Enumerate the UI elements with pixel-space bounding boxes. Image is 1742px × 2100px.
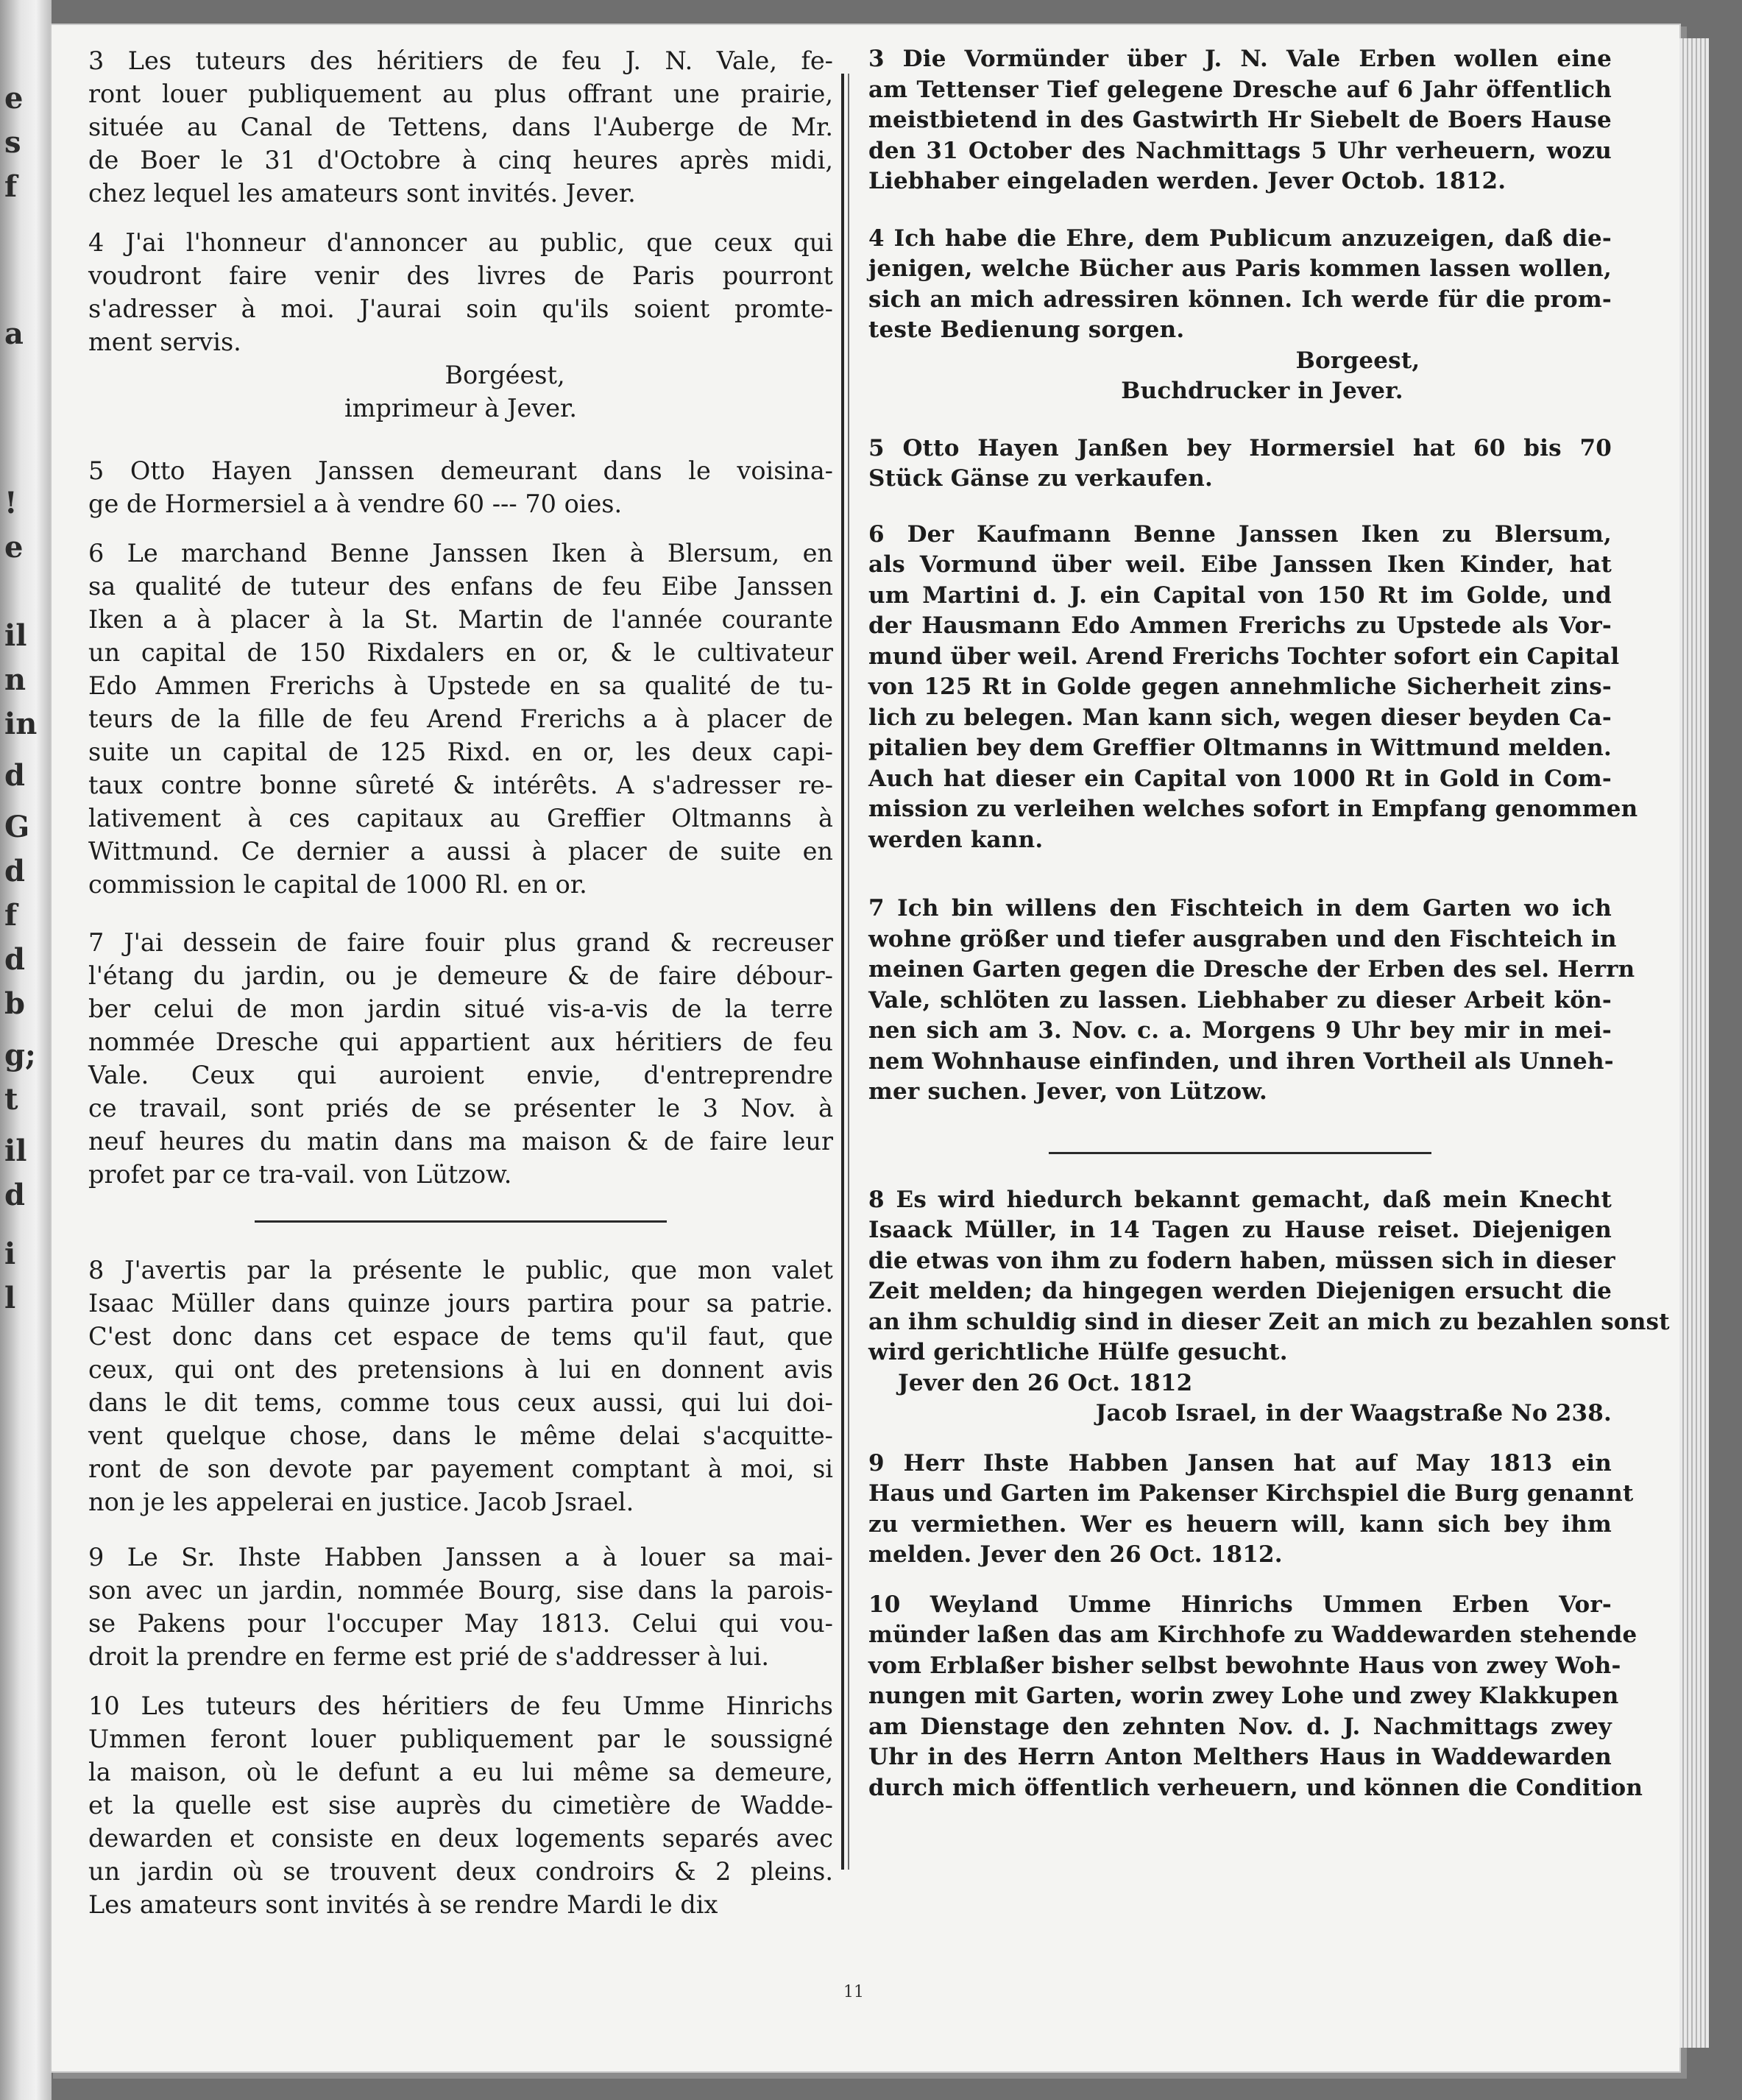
adjacent-page-fragment: i: [4, 1237, 16, 1271]
text-line: taux contre bonne sûreté & intérêts. A s'adresser re-: [88, 771, 833, 799]
text-line: pitalien bey dem Greffier Oltmanns in Wittmund melden.: [868, 735, 1612, 761]
text-line: sa qualité de tuteur des enfans de feu Eibe Janssen: [88, 572, 833, 601]
text-line: dewarden et consiste en deux logements separés avec: [88, 1824, 833, 1853]
text-line: sich an mich adressiren können. Ich werde für die prom-: [868, 286, 1612, 313]
text-line: mer suchen. Jever, von Lützow.: [868, 1078, 1268, 1105]
adjacent-page-fragment: d: [4, 854, 25, 888]
text-line: son avec un jardin, nommée Bourg, sise dans la parois-: [88, 1576, 833, 1605]
adjacent-page-fragment: il: [4, 618, 27, 653]
text-line: als Vormund über weil. Eibe Janssen Iken Kinder, hat: [868, 551, 1612, 578]
text-line: teurs de la fille de feu Arend Frerichs a à placer de: [88, 704, 833, 733]
text-line: 10 Weyland Umme Hinrichs Ummen Erben Vor-: [868, 1591, 1612, 1618]
german-column: [868, 44, 1670, 1820]
text-line: lich zu belegen. Man kann sich, wegen dieser beyden Ca-: [868, 704, 1612, 731]
text-line: münder laßen das am Kirchhofe zu Waddewarden stehende: [868, 1622, 1637, 1648]
text-line: 10 Les tuteurs des héritiers de feu Umme Hinrichs: [88, 1691, 833, 1720]
text-line: 7 Ich bin willens den Fischteich in dem Garten wo ich: [868, 895, 1612, 922]
text-line: commission le capital de 1000 Rl. en or.: [88, 870, 587, 899]
adjacent-page-fragment: d: [4, 758, 25, 793]
text-line: meinen Garten gegen die Dresche der Erben des sel. Herrn: [868, 956, 1635, 983]
notice-fr-5: [88, 454, 833, 520]
text-line: vent quelque chose, dans le même delai s'acquitte-: [88, 1421, 833, 1450]
text-line: Isaac Müller dans quinze jours partira pour sa patrie.: [88, 1289, 833, 1318]
text-line: profet par ce tra-vail. von Lützow.: [88, 1160, 512, 1189]
notice-de-7: [868, 894, 1635, 1108]
text-line: située au Canal de Tettens, dans l'Auberge de Mr.: [88, 113, 833, 141]
notice-de-10: [868, 1590, 1643, 1804]
notice-de-5: [868, 434, 1612, 495]
text-line: 9 Le Sr. Ihste Habben Janssen a à louer sa mai-: [88, 1543, 833, 1572]
notice-de-8: [868, 1185, 1670, 1429]
adjacent-page-fragment: n: [4, 662, 26, 697]
adjacent-page-fragment: in: [4, 707, 38, 741]
text-line: werden kann.: [868, 826, 1044, 853]
text-line: nem Wohnhause einfinden, und ihren Vortheil als Unneh-: [868, 1047, 1614, 1075]
text-line: nen sich am 3. Nov. c. a. Morgens 9 Uhr bey mir in mei-: [868, 1017, 1612, 1044]
text-line: 3 Die Vormünder über J. N. Vale Erben wollen eine: [868, 46, 1612, 72]
adjacent-page-fragment: f: [4, 169, 18, 204]
column-divider-rule: [841, 74, 844, 1870]
text-line: 6 Der Kaufmann Benne Janssen Iken zu Blersum,: [868, 520, 1612, 548]
text-line: mund über weil. Arend Frerichs Tochter sofort ein Capital: [868, 643, 1620, 670]
text-line: Vale, schlöten zu lassen. Liebhaber zu dieser Arbeit kön-: [868, 986, 1612, 1014]
notice-de-4: [868, 224, 1612, 407]
text-line: Uhr in des Herrn Anton Melthers Haus in Waddewarden: [868, 1744, 1612, 1770]
adjacent-page-edge: [0, 0, 52, 2100]
text-line: et la quelle est sise auprès du cimetière de Wadde-: [88, 1791, 833, 1820]
signature-borgeest: Borgéest,: [445, 361, 565, 389]
text-line: Liebhaber eingeladen werden. Jever Octob. 1812.: [868, 168, 1506, 194]
text-line: un capital de 150 Rixdalers en or, & le cultivateur: [88, 638, 833, 667]
text-line: 6 Le marchand Benne Janssen Iken à Blersum, en: [88, 539, 833, 568]
text-line: Iken a à placer à la St. Martin de l'année courante: [88, 605, 833, 634]
text-line: de Boer le 31 d'Octobre à cinq heures après midi,: [88, 146, 833, 174]
text-line: dans le dit tems, comme tous ceux aussi, qui lui doi-: [88, 1388, 833, 1417]
text-line: 7 J'ai dessein de faire fouir plus grand & recreuser: [88, 928, 833, 957]
adjacent-page-fragment: b: [4, 986, 25, 1021]
text-line: ront de son devote par payement comptant à moi, si: [88, 1454, 833, 1483]
text-line: Auch hat dieser ein Capital von 1000 Rt in Gold in Com-: [868, 765, 1612, 792]
text-line: chez lequel les amateurs sont invités. Jever.: [88, 179, 636, 208]
signature-borgeest-de: Borgeest,: [1295, 347, 1420, 374]
column-divider-rule-secondary: [848, 74, 849, 1870]
text-line: C'est donc dans cet espace de tems qu'il faut, que: [88, 1322, 833, 1351]
text-line: teste Bedienung sorgen.: [868, 317, 1185, 343]
text-line: meistbietend in des Gastwirth Hr Siebelt de Boers Hause: [868, 107, 1612, 133]
notice-fr-6: [88, 537, 833, 901]
adjacent-page-fragment: a: [4, 317, 24, 351]
text-line: 4 J'ai l'honneur d'annoncer au public, que ceux qui: [88, 228, 833, 257]
text-line: Stück Gänse zu verkaufen.: [868, 465, 1213, 492]
section-divider-de: [1049, 1152, 1431, 1154]
text-line: suite un capital de 125 Rixd. en or, les deux capi-: [88, 738, 833, 766]
adjacent-page-fragment: g;: [4, 1038, 36, 1072]
text-line: ber celui de mon jardin situé vis-a-vis de la terre: [88, 994, 833, 1023]
text-line: non je les appelerai en justice. Jacob Jsrael.: [88, 1488, 634, 1516]
text-line: droit la prendre en ferme est prié de s'addresser à lui.: [88, 1642, 770, 1671]
text-line: den 31 October des Nachmittags 5 Uhr verheuern, wozu: [868, 137, 1612, 164]
text-line: ce travail, sont priés de se présenter le 3 Nov. à: [88, 1094, 833, 1123]
page-marker: 11: [843, 1983, 864, 2001]
adjacent-page-fragment: !: [4, 486, 18, 520]
text-line: Haus und Garten im Pakenser Kirchspiel die Burg genannt: [868, 1480, 1634, 1507]
text-line: zu vermiethen. Wer es heuern will, kann sich bey ihm: [868, 1510, 1612, 1538]
text-line: am Tettenser Tief gelegene Dresche auf 6 Jahr öffentlich: [868, 76, 1612, 103]
text-line: 9 Herr Ihste Habben Jansen hat auf May 1813 ein: [868, 1449, 1612, 1477]
adjacent-page-fragment: f: [4, 898, 18, 933]
notice-fr-9: [88, 1541, 833, 1673]
text-line: Wittmund. Ce dernier a aussi à placer de suite en: [88, 837, 833, 866]
notice-fr-4: [88, 226, 833, 425]
adjacent-page-fragment: d: [4, 942, 25, 977]
text-line: Isaack Müller, in 14 Tagen zu Hause reiset. Diejenigen: [868, 1217, 1612, 1243]
text-line: wird gerichtliche Hülfe gesucht.: [868, 1339, 1288, 1365]
text-line: Vale. Ceux qui auroient envie, d'entreprendre: [88, 1061, 833, 1089]
text-line: Edo Ammen Frerichs à Upstede en sa qualité de tu-: [88, 671, 833, 700]
adjacent-page-fragment: e: [4, 530, 24, 565]
text-line: nommée Dresche qui appartient aux héritiers de feu: [88, 1028, 833, 1056]
text-line: 5 Otto Hayen Janßen bey Hormersiel hat 60 bis 70: [868, 434, 1612, 462]
text-line: ceux, qui ont des pretensions à lui en donnent avis: [88, 1355, 833, 1384]
notice-de-3: [868, 44, 1612, 197]
text-line: ge de Hormersiel a à vendre 60 --- 70 oies.: [88, 489, 623, 518]
text-line: melden. Jever den 26 Oct. 1812.: [868, 1541, 1283, 1568]
text-line: 4 Ich habe die Ehre, dem Publicum anzuzeigen, daß die-: [868, 225, 1612, 252]
adjacent-page-fragment: d: [4, 1178, 25, 1212]
text-line: die etwas von ihm zu fodern haben, müssen sich in dieser: [868, 1247, 1615, 1274]
text-line: jenigen, welche Bücher aus Paris kommen lassen wollen,: [868, 255, 1612, 282]
adjacent-page-fragment: e: [4, 81, 24, 116]
text-line: am Dienstage den zehnten Nov. d. J. Nachmittags zwey: [868, 1713, 1612, 1740]
text-line: lativement à ces capitaux au Greffier Oltmanns à: [88, 804, 833, 832]
french-column: [88, 44, 833, 1937]
text-line: mission zu verleihen welches sofort in Empfang genommen: [868, 796, 1638, 822]
adjacent-page-fragment: G: [4, 810, 30, 844]
signature-israel: Jacob Israel, in der Waagstraße No 238.: [1095, 1400, 1612, 1426]
signature-imprimeur: imprimeur à Jever.: [344, 394, 578, 423]
text-line: Ummen feront louer publiquement par le soussigné: [88, 1725, 833, 1753]
text-line: der Hausmann Edo Ammen Frerichs zu Upstede als Vor-: [868, 612, 1612, 639]
text-line: ront louer publiquement au plus offrant une prairie,: [88, 79, 833, 108]
text-line: an ihm schuldig sind in dieser Zeit an mich zu bezahlen sonst: [868, 1308, 1670, 1335]
adjacent-page-fragment: s: [4, 125, 21, 160]
text-line: 8 Es wird hiedurch bekannt gemacht, daß mein Knecht: [868, 1186, 1612, 1213]
notice-fr-7: [88, 926, 833, 1191]
text-line: un jardin où se trouvent deux condroirs & 2 pleins.: [88, 1857, 833, 1886]
text-line: voudront faire venir des livres de Paris pourront: [88, 261, 833, 290]
adjacent-page-fragment: il: [4, 1134, 27, 1168]
signature-buchdrucker: Buchdrucker in Jever.: [1121, 378, 1403, 404]
date-line: Jever den 26 Oct. 1812: [898, 1369, 1193, 1396]
text-line: 5 Otto Hayen Janssen demeurant dans le voisina-: [88, 456, 833, 485]
text-line: neuf heures du matin dans ma maison & de faire leur: [88, 1127, 833, 1156]
text-line: ment servis.: [88, 328, 241, 356]
text-line: la maison, où le defunt a eu lui même sa demeure,: [88, 1758, 833, 1786]
notice-fr-8: [88, 1254, 833, 1519]
text-line: s'adresser à moi. J'aurai soin qu'ils soient promte-: [88, 294, 833, 323]
adjacent-page-fragment: t: [4, 1082, 18, 1117]
text-line: se Pakens pour l'occuper May 1813. Celui qui vou-: [88, 1609, 833, 1638]
section-divider: [255, 1220, 667, 1223]
page-stack-edge: [1679, 38, 1709, 2048]
notice-fr-10: [88, 1689, 833, 1921]
notice-de-6: [868, 520, 1638, 856]
text-line: um Martini d. J. ein Capital von 150 Rt im Golde, und: [868, 581, 1612, 609]
text-line: 3 Les tuteurs des héritiers de feu J. N. Vale, fe-: [88, 46, 833, 75]
text-line: von 125 Rt in Golde gegen annehmliche Sicherheit zins-: [868, 674, 1612, 700]
notice-fr-3: [88, 44, 833, 210]
text-line: 8 J'avertis par la présente le public, que mon valet: [88, 1256, 833, 1284]
text-line: nungen mit Garten, worin zwey Lohe und zwey Klakkupen: [868, 1683, 1619, 1709]
text-line: durch mich öffentlich verheuern, und können die Condition: [868, 1774, 1643, 1801]
text-line: Les amateurs sont invités à se rendre Mardi le dix: [88, 1890, 718, 1919]
adjacent-page-fragment: l: [4, 1281, 16, 1315]
text-line: vom Erblaßer bisher selbst bewohnte Haus von zwey Woh-: [868, 1652, 1621, 1679]
text-line: wohne größer und tiefer ausgraben und den Fischteich in: [868, 925, 1617, 952]
notice-de-9: [868, 1449, 1634, 1571]
text-line: l'étang du jardin, ou je demeure & de faire débour-: [88, 961, 833, 990]
text-line: Zeit melden; da hingegen werden Diejenigen ersucht die: [868, 1278, 1612, 1304]
